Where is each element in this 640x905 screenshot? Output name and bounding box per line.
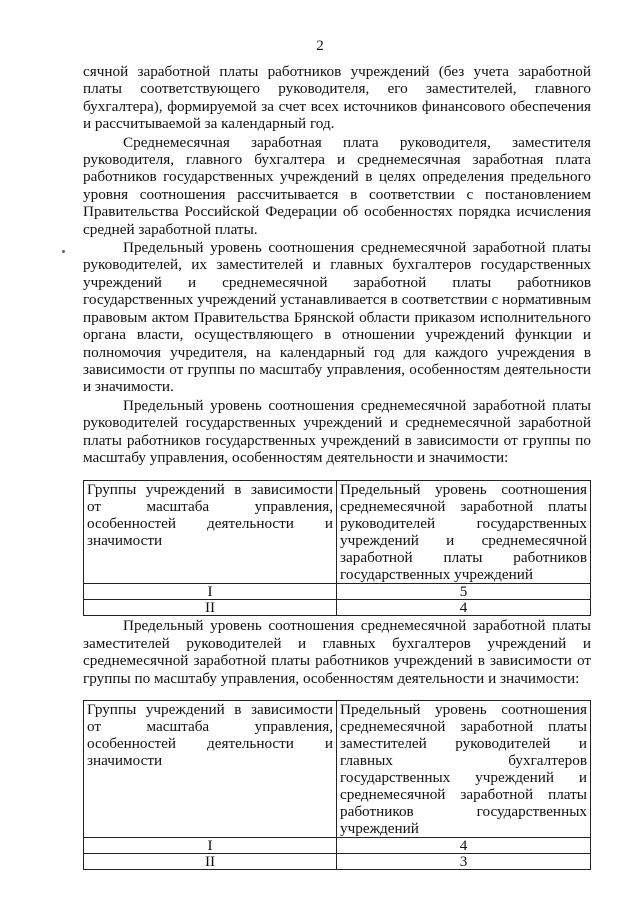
ratio-table-directors (83, 480, 591, 616)
table-cell-value: 5 (337, 584, 591, 600)
paragraph-ratio-establishment: Предельный уровень соотношения среднемесячной заработной платы руководителей, их заместителей и главных бухгалтеров государственных учреждений и среднемесячной заработной платы работников государственных учреждений устанавливается в соответствии с нормативным правовым актом Правительства Брянской области приказом исполнительного органа власти, осуществляющего в отношении учреждений функции и полномочия учредителя, на календарный год для каждого учреждения в зависимости от группы по масштабу управления, особенностям деятельности и значимости. (83, 239, 591, 396)
scan-mark (62, 250, 65, 253)
table-cell-group: II (84, 600, 337, 616)
paragraph-table1-intro: Предельный уровень соотношения среднемесячной заработной платы руководителей государственных учреждений и среднемесячной заработной платы работников государственных учреждений в зависимости от группы по масштабу управления, особенностям деятельности и значимости: (83, 396, 591, 466)
paragraph-table2-intro: Предельный уровень соотношения среднемесячной заработной платы заместителей руководителей и главных бухгалтеров учреждений и среднемесячной заработной платы работников учреждений в зависимости от группы по масштабу управления, особенностям деятельности и значимости: (83, 617, 591, 687)
page-number: 2 (316, 38, 324, 54)
table-row (84, 837, 591, 853)
table-row (84, 600, 591, 616)
table-cell-value: 3 (337, 853, 591, 869)
table-header-ratio: Предельный уровень соотношения среднемесячной заработной платы руководителей государственных учреждений и среднемесячной заработной платы работников государственных учреждений (337, 481, 591, 584)
table-header-groups: Группы учреждений в зависимости от масштаба управления, особенностей деятельности и значимости (84, 700, 337, 837)
table-cell-group: I (84, 837, 337, 853)
table-cell-value: 4 (337, 600, 591, 616)
paragraph-average-salary: Среднемесячная заработная плата руководителя, заместителя руководителя, главного бухгалтера и среднемесячная заработная плата работников государственных учреждений в целях определения предельного уровня соотношения рассчитывается в соответствии с постановлением Правительства Российской Федерации об особенностях порядка исчисления средней заработной платы. (83, 133, 591, 238)
table-header-row (84, 481, 591, 584)
table-row (84, 584, 591, 600)
table-cell-value: 4 (337, 837, 591, 853)
paragraph-continuation: сячной заработной платы работников учреждений (без учета заработной платы соответствующего руководителя, его заместителей, главного бухгалтера), формируемой за счет всех источников финансового обеспечения и рассчитываемой за календарный год. (83, 63, 591, 133)
table-header-ratio: Предельный уровень соотношения среднемесячной заработной платы заместителей руководителей и главных бухгалтеров государственных учреждений и среднемесячной заработной платы работников государственных учреждений (337, 700, 591, 837)
ratio-table-deputies (83, 700, 591, 870)
table-header-row (84, 700, 591, 837)
table-cell-group: II (84, 853, 337, 869)
table-row (84, 853, 591, 869)
table-header-groups: Группы учреждений в зависимости от масштаба управления, особенностей деятельности и значимости (84, 481, 337, 584)
table-cell-group: I (84, 584, 337, 600)
document-body (83, 63, 591, 870)
